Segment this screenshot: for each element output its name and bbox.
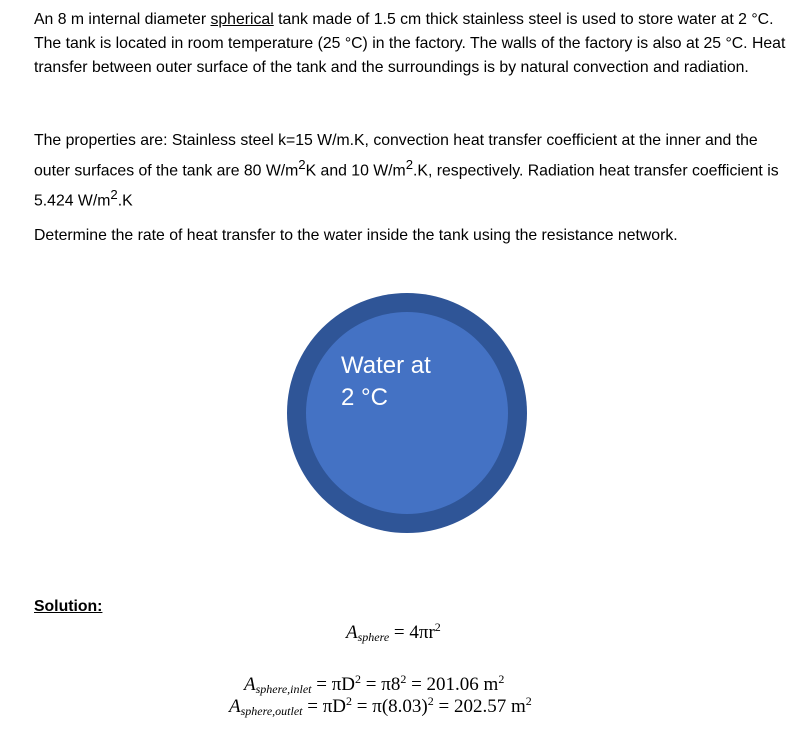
eq2-lhs: A xyxy=(244,674,256,695)
eq3-sup-c: 2 xyxy=(525,694,532,708)
water-label xyxy=(341,350,431,414)
p2-sup-3: 2 xyxy=(110,187,118,203)
water-label-line-1: Water at xyxy=(341,352,431,379)
eq2-rhs-b: = π8 xyxy=(361,674,401,695)
water-label-line-2: 2 °C xyxy=(341,384,388,411)
eq3-lhs: A xyxy=(229,696,241,717)
problem-paragraph-2 xyxy=(34,129,786,214)
eq1-lhs: A xyxy=(346,622,358,643)
problem-paragraph-1 xyxy=(34,8,786,80)
p2-text-d: .K xyxy=(117,192,133,210)
eq1-sup: 2 xyxy=(434,620,441,634)
eq3-sub: sphere,outlet xyxy=(240,704,303,718)
eq1-sub: sphere xyxy=(357,630,390,644)
p1-text-end: tank made of 1.5 cm thick stainless steel is used to store water at 2 °C. The tank is located in room temperature (25 °C) in the factory. The walls of the factory is also at 25 °C. Heat transfer between outer surface of the tank and the surroundings is by natural convection and radiation. xyxy=(34,11,786,76)
eq2-rhs-a: = πD xyxy=(311,674,356,695)
p2-sup-2: 2 xyxy=(405,157,414,172)
eq2-sup-c: 2 xyxy=(498,672,505,686)
solution-heading: Solution: xyxy=(34,598,103,615)
eq2-rhs-c: = 201.06 m xyxy=(406,674,499,695)
p2-sup-1: 2 xyxy=(298,157,306,172)
p2-text-a: The properties are: Stainless steel k=15 W/m.K, convection heat transfer coefficient at the inner and the outer surfaces of the tank are 80 W/m xyxy=(34,132,758,180)
eq3-sup-b: 2 xyxy=(427,694,434,708)
eq1-rhs: = 4πr xyxy=(389,622,435,643)
equation-sphere-outlet-area xyxy=(229,694,532,719)
eq3-rhs-c: = 202.57 m xyxy=(433,696,526,717)
eq2-sub: sphere,inlet xyxy=(255,682,312,696)
equation-sphere-area xyxy=(346,620,441,645)
eq3-sup-a: 2 xyxy=(346,694,353,708)
spherical-link-text: spherical xyxy=(210,11,274,28)
problem-paragraph-3: Determine the rate of heat transfer to the water inside the tank using the resistance network. xyxy=(34,227,678,244)
eq2-sup-b: 2 xyxy=(400,672,407,686)
eq3-rhs-b: = π(8.03) xyxy=(352,696,428,717)
eq2-sup-a: 2 xyxy=(355,672,362,686)
p1-text-start: An 8 m internal diameter xyxy=(34,11,211,28)
p2-text-b: K and 10 W/m xyxy=(305,162,406,180)
p2-text-c: .K, respectively. Radiation heat transfer coefficient is 5.424 W/m xyxy=(34,162,779,210)
eq3-rhs-a: = πD xyxy=(302,696,347,717)
